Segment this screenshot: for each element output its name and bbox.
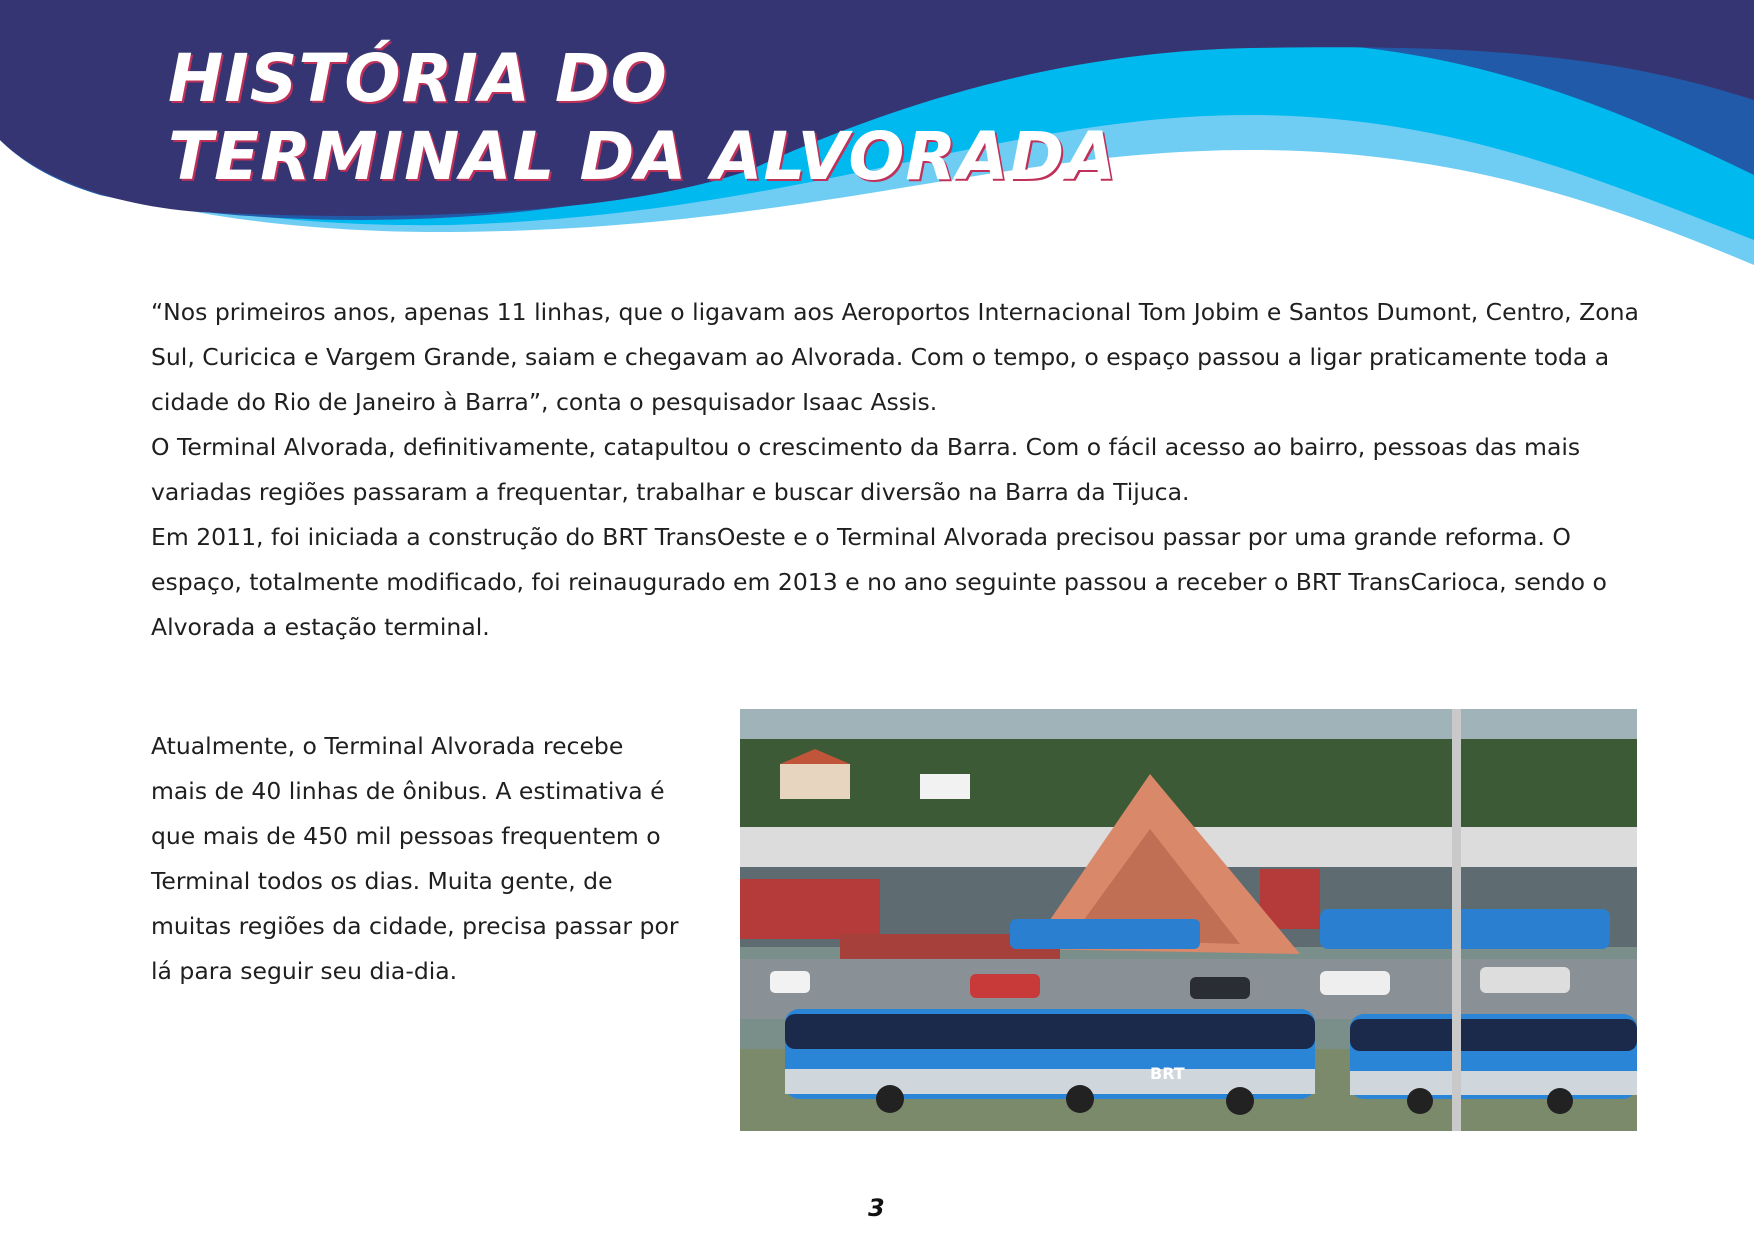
article-body: [151, 290, 1641, 650]
terminal-photo: [740, 709, 1637, 1131]
side-paragraph: Atualmente, o Terminal Alvorada recebe mais de 40 linhas de ônibus. A estimativa é que mais de 450 mil pessoas frequentem o Terminal todos os dias. Muita gente, de muitas regiões da cidade, precisa passar por lá para seguir seu dia-dia.: [151, 732, 679, 985]
bus-brt-label: BRT: [1150, 1064, 1185, 1083]
paragraph: O Terminal Alvorada, definitivamente, catapultou o crescimento da Barra. Com o fácil acesso ao bairro, pessoas das mais variadas regiões passaram a frequentar, trabalhar e buscar diversão na Barra da Tijuca.: [151, 433, 1581, 506]
title-line-1: HISTÓRIA DO: [168, 40, 668, 117]
page-title: [168, 40, 1117, 196]
paragraph: Em 2011, foi iniciada a construção do BRT TransOeste e o Terminal Alvorada precisou passar por uma grande reforma. O espaço, totalmente modificado, foi reinaugurado em 2013 e no ano seguinte passou a receber o BRT TransCarioca, sendo o Alvorada a estação terminal.: [151, 523, 1607, 641]
paragraph: “Nos primeiros anos, apenas 11 linhas, que o ligavam aos Aeroportos Internacional Tom Jobim e Santos Dumont, Centro, Zona Sul, Curicica e Vargem Grande, saiam e chegavam ao Alvorada. Com o tempo, o espaço passou a ligar praticamente toda a cidade do Rio de Janeiro à Barra”, conta o pesquisador Isaac Assis.: [151, 298, 1639, 416]
page-number: 3: [868, 1194, 885, 1222]
title-line-2: TERMINAL DA ALVORADA: [168, 118, 1118, 195]
